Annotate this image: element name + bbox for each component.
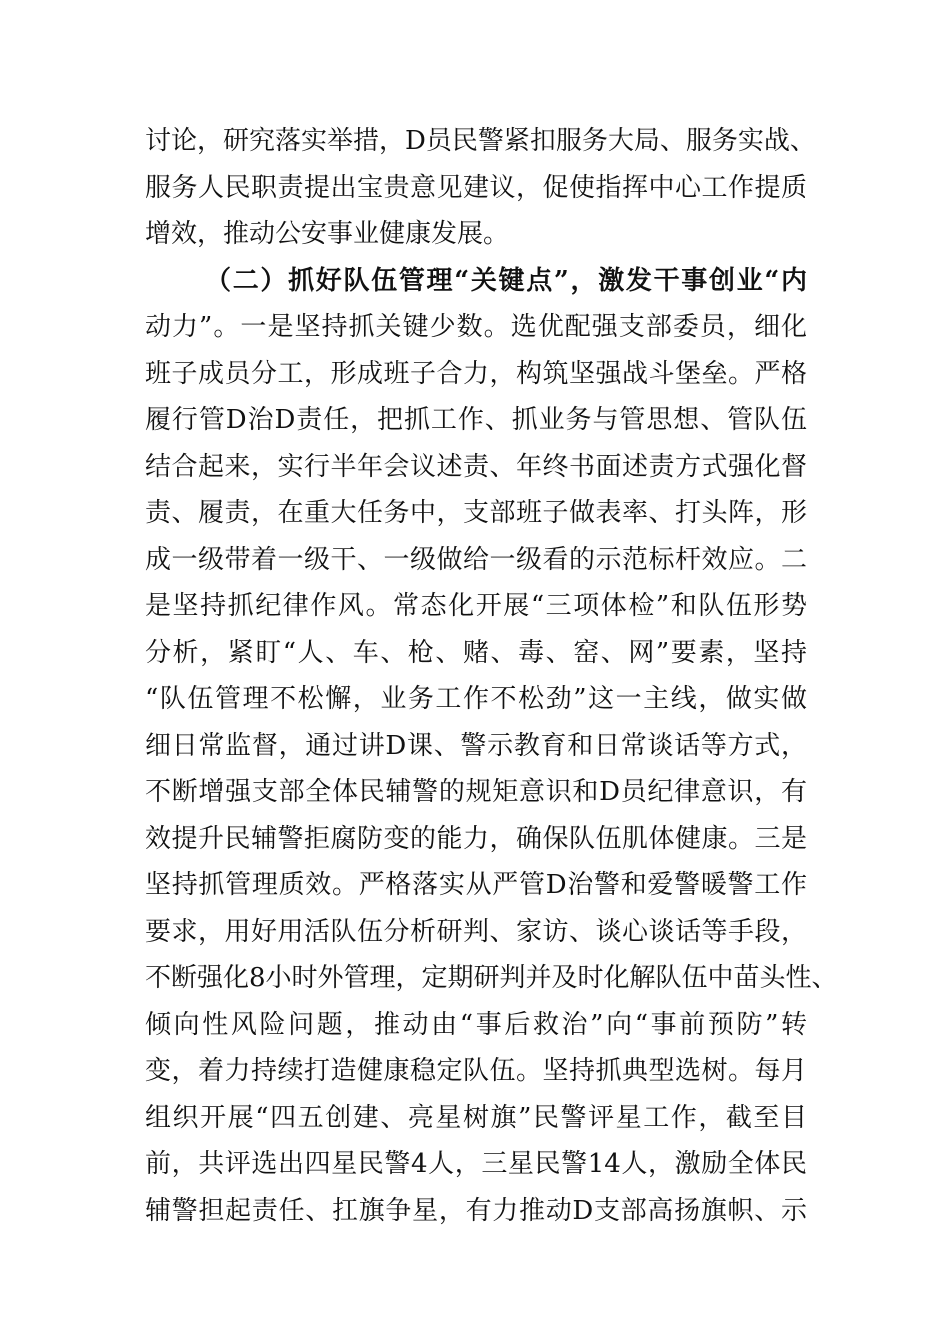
paragraph-line: 班子成员分工，形成班子合力，构筑坚强战斗堡垒。严格 bbox=[145, 358, 807, 389]
section-heading: （二）抓好队伍管理“关键点”，激发干事创业“内 bbox=[205, 265, 807, 296]
paragraph-line: 前，共评选出四星民警4人，三星民警14人，激励全体民 bbox=[145, 1149, 807, 1179]
paragraph-line: 讨论，研究落实举措，D员民警紧扣服务大局、服务实战、 bbox=[145, 126, 816, 156]
paragraph-line: 组织开展“四五创建、亮星树旗”民警评星工作，截至目 bbox=[145, 1102, 807, 1133]
paragraph-line: 坚持抓管理质效。严格落实从严管D治警和爱警暖警工作 bbox=[145, 870, 807, 900]
paragraph-line: 动力”。一是坚持抓关键少数。选优配强支部委员，细化 bbox=[145, 312, 807, 342]
paragraph-line: 结合起来，实行半年会议述责、年终书面述责方式强化督 bbox=[145, 451, 807, 482]
paragraph-line: 变，着力持续打造健康稳定队伍。坚持抓典型选树。每月 bbox=[145, 1056, 807, 1086]
paragraph-line: 辅警担起责任、扛旗争星，有力推动D支部高扬旗帜、示 bbox=[145, 1195, 807, 1226]
paragraph-line: 不断增强支部全体民辅警的规矩意识和D员纪律意识，有 bbox=[145, 777, 807, 807]
paragraph-line: 增效，推动公安事业健康发展。 bbox=[145, 219, 510, 249]
paragraph-line: 服务人民职责提出宝贵意见建议，促使指挥中心工作提质 bbox=[145, 172, 807, 203]
paragraph-line: 履行管D治D责任，把抓工作、抓业务与管思想、管队伍 bbox=[145, 405, 807, 435]
paragraph-line: 分析，紧盯“人、车、枪、赌、毒、窑、网”要素，坚持 bbox=[145, 637, 807, 668]
paragraph-line: 效提升民辅警拒腐防变的能力，确保队伍肌体健康。三是 bbox=[145, 823, 807, 854]
paragraph-line: 倾向性风险问题，推动由“事后救治”向“事前预防”转 bbox=[145, 1009, 807, 1040]
paragraph-line: 要求，用好用活队伍分析研判、家访、谈心谈话等手段， bbox=[145, 916, 807, 947]
paragraph-line: 责、履责，在重大任务中，支部班子做表率、打头阵，形 bbox=[145, 498, 807, 528]
document-body bbox=[145, 118, 838, 1234]
paragraph-line: “队伍管理不松懈，业务工作不松劲”这一主线，做实做 bbox=[145, 684, 807, 714]
paragraph-line: 细日常监督，通过讲D课、警示教育和日常谈话等方式， bbox=[145, 730, 807, 761]
paragraph-line: 不断强化8小时外管理，定期研判并及时化解队伍中苗头性、 bbox=[145, 963, 838, 993]
paragraph-line: 成一级带着一级干、一级做给一级看的示范标杆效应。二 bbox=[145, 544, 807, 575]
paragraph-line: 是坚持抓纪律作风。常态化开展“三项体检”和队伍形势 bbox=[145, 591, 807, 621]
